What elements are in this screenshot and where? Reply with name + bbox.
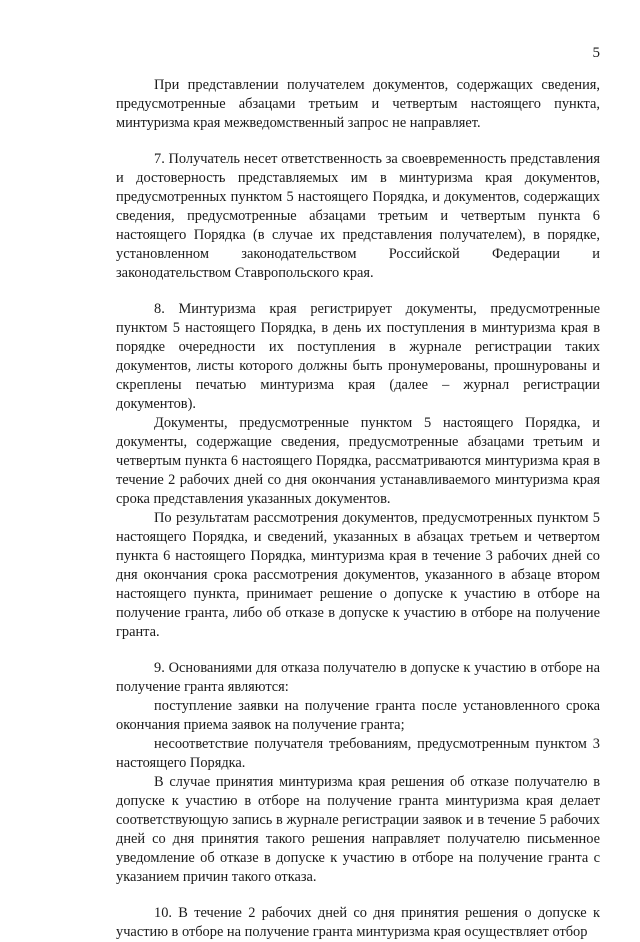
paragraph-10-selection: 10. В течение 2 рабочих дней со дня принятия решения о допуске к участию в отборе на получение гранта минтуризма края осуществляет отбор — [116, 905, 600, 940]
paragraph-8-decision: По результатам рассмотрения документов, предусмотренных пунктом 5 настоящего Порядка, и сведений, указанных в абзацах третьем и четвертом пункта 6 настоящего Порядка, минтуризма края в течение 3 рабочих дней со дня окончания срока рассмотрения документов, указанного в абзаце втором настоящего пункта, принимает решение о допуске к участию в отборе на получение гранта, либо об отказе в допуске к участию в отборе на получение гранта. — [116, 510, 600, 640]
paragraph-9-noncompliance: несоответствие получателя требованиям, предусмотренным пунктом 3 настоящего Порядка. — [116, 736, 600, 771]
document-body — [116, 76, 600, 942]
paragraph-interagency-request: При представлении получателем документов, содержащих сведения, предусмотренные абзацами третьим и четвертым настоящего пункта, минтуризма края межведомственный запрос не направляет. — [116, 77, 600, 131]
paragraph-8-registration: 8. Минтуризма края регистрирует документы, предусмотренные пунктом 5 настоящего Порядка, в день их поступления в минтуризма края в порядке очередности их поступления в журнале регистрации таких документов, листы которого должны быть пронумерованы, прошнурованы и скреплены печатью минтуризма края (далее – журнал регистрации документов). — [116, 301, 600, 412]
paragraph-9-grounds: 9. Основаниями для отказа получателю в допуске к участию в отборе на получение гранта являются: — [116, 660, 600, 695]
paragraph-9-refusal-notice: В случае принятия минтуризма края решения об отказе получателю в допуске к участию в отборе на получение гранта минтуризма края делает соответствующую запись в журнале регистрации заявок и в течение 5 рабочих дней со дня принятия такого решения направляет получателю письменное уведомление об отказе в допуске к участию в отборе на получение гранта с указанием причин такого отказа. — [116, 774, 600, 885]
paragraph-9-late-application: поступление заявки на получение гранта после установленного срока окончания приема заявок на получение гранта; — [116, 698, 600, 733]
page-number: 5 — [592, 45, 600, 61]
paragraph-8-review: Документы, предусмотренные пунктом 5 настоящего Порядка, и документы, содержащие сведения, предусмотренные абзацами третьим и четвертым пункта 6 настоящего Порядка, рассматриваются минтуризма края в течение 2 рабочих дней со дня окончания устанавливаемого минтуризма края срока представления указанных документов. — [116, 415, 600, 507]
paragraph-7-responsibility: 7. Получатель несет ответственность за своевременность представления и достоверность представляемых им в минтуризма края документов, предусмотренных пунктом 5 настоящего Порядка, и документов, содержащих сведения, предусмотренные абзацами третьим и четвертым пункта 6 настоящего Порядка (в случае их представления получателем), в порядке, установленном законодательством Российской Федерации и законодательством Ставропольского края. — [116, 151, 600, 281]
